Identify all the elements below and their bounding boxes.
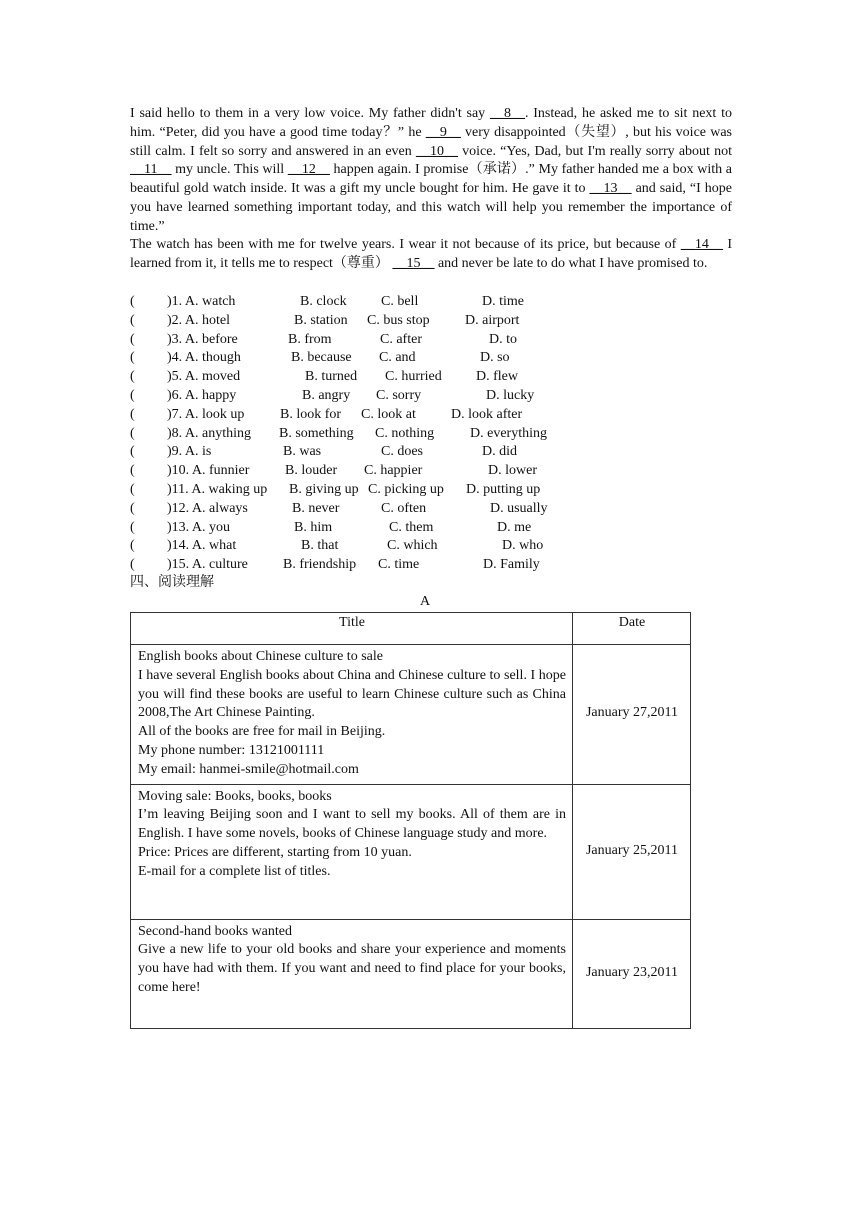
question-row	[130, 387, 730, 406]
question-row	[130, 481, 730, 500]
section-heading: 四、阅读理解	[130, 575, 214, 590]
question-option-c: C. time	[378, 557, 420, 573]
passage-text: I said hello to them in a very low voice. My father didn't say	[130, 106, 490, 121]
table-row	[131, 919, 691, 1028]
table-row	[131, 784, 691, 919]
question-option-d: D. putting up	[466, 482, 541, 497]
question-option-c: C. hurried	[385, 369, 442, 385]
passage-paragraph-2	[130, 236, 732, 274]
question-option-d: D. so	[480, 350, 510, 366]
question-option-b: B. giving up	[289, 482, 359, 497]
answer-paren: (	[130, 388, 135, 403]
question-option-a: )15. A. culture	[167, 557, 248, 573]
answer-paren: (	[130, 369, 135, 385]
question-option-d: D. usually	[490, 500, 548, 516]
ad-line: Second-hand books wanted	[138, 923, 292, 939]
answer-paren: (	[130, 482, 135, 497]
question-option-c: C. look at	[361, 406, 416, 422]
question-option-b: B. angry	[302, 388, 351, 403]
ad-line: Moving sale: Books, books, books	[138, 788, 332, 804]
question-option-b: B. louder	[285, 463, 338, 479]
ad-line: I have several English books about China and Chinese culture to sell. I hope you will find these books are useful to learn Chinese culture such as China 2008,The Art Chinese Painting.	[138, 667, 566, 721]
question-row	[130, 368, 730, 387]
question-row	[130, 443, 730, 462]
answer-blank: __13__	[589, 181, 632, 197]
question-option-c: C. bell	[381, 294, 419, 309]
question-option-b: B. look for	[280, 406, 342, 422]
question-option-b: B. because	[291, 350, 352, 366]
passage-label: A	[420, 594, 431, 609]
passage-text: happen again. I promise（承诺）.” My father handed me a box with a beautiful gold watch inside. It was a gift my uncle bought for him. He gave it to	[130, 162, 732, 197]
header-title: Title	[131, 613, 573, 645]
question-option-b: B. something	[279, 425, 354, 441]
answer-blank: __11__	[130, 162, 172, 178]
question-option-a: )2. A. hotel	[167, 312, 230, 328]
answer-blank: __8__	[489, 106, 525, 121]
question-option-d: D. lower	[488, 463, 537, 479]
question-option-d: D. me	[497, 519, 532, 535]
answer-paren: (	[130, 331, 135, 347]
question-option-d: D. did	[482, 444, 517, 460]
question-row	[130, 331, 730, 350]
question-option-a: )11. A. waking up	[167, 482, 268, 497]
answer-paren: (	[130, 312, 135, 328]
ad-line: My email: hanmei-smile@hotmail.com	[138, 761, 359, 777]
book-ads-table	[130, 612, 691, 1029]
question-row	[130, 537, 730, 556]
question-option-c: C. after	[380, 331, 422, 347]
ad-text	[131, 645, 573, 785]
header-date: Date	[573, 613, 691, 645]
question-option-d: D. to	[489, 331, 517, 347]
question-option-a: )5. A. moved	[167, 369, 241, 385]
question-option-a: )6. A. happy	[167, 388, 237, 403]
question-row	[130, 462, 730, 481]
question-row	[130, 349, 730, 368]
answer-blank: __14__	[680, 237, 723, 252]
question-option-b: B. friendship	[283, 557, 357, 573]
answer-paren: (	[130, 444, 135, 460]
passage-text: I learned from it, it tells me to respect（尊重）	[130, 237, 732, 271]
question-option-c: C. and	[379, 350, 416, 366]
question-option-b: B. was	[283, 444, 322, 460]
ad-line: I’m leaving Beijing soon and I want to sell my books. All of them are in English. I have some novels, books of Chinese language study and more.	[138, 807, 566, 842]
question-option-b: B. him	[294, 519, 333, 535]
question-option-c: C. picking up	[368, 482, 444, 497]
answer-paren: (	[130, 463, 135, 479]
question-option-b: B. clock	[300, 294, 347, 309]
question-option-b: B. turned	[305, 369, 358, 385]
question-row	[130, 519, 730, 538]
ad-text	[131, 919, 573, 1028]
question-option-c: C. bus stop	[367, 312, 430, 328]
passage-text: The watch has been with me for twelve years. I wear it not because of its price, but because of	[130, 237, 681, 252]
question-option-c: C. nothing	[375, 425, 435, 441]
question-option-d: D. flew	[476, 369, 518, 385]
answer-blank: __15__	[392, 255, 435, 271]
question-option-a: )14. A. what	[167, 538, 237, 554]
question-row	[130, 500, 730, 519]
question-option-c: C. does	[381, 444, 423, 460]
question-option-a: )9. A. is	[167, 444, 212, 460]
question-option-a: )10. A. funnier	[167, 463, 250, 479]
question-option-a: )13. A. you	[167, 519, 230, 535]
question-option-d: D. airport	[465, 312, 520, 328]
passage-paragraph-1	[130, 105, 732, 237]
question-option-b: B. never	[292, 500, 340, 516]
question-option-a: )3. A. before	[167, 331, 238, 347]
passage-text: my uncle. This will	[171, 162, 288, 178]
ad-date: January 25,2011	[573, 784, 691, 919]
answer-blank: __12__	[287, 162, 330, 178]
question-option-c: C. often	[381, 500, 427, 516]
ad-line: All of the books are free for mail in Beijing.	[138, 724, 386, 740]
question-option-b: B. station	[294, 312, 348, 328]
ad-line: Price: Prices are different, starting from 10 yuan.	[138, 844, 412, 860]
question-option-d: D. who	[502, 538, 544, 554]
question-row	[130, 312, 730, 331]
passage-text: voice. “Yes, Dad, but I'm really sorry about not	[457, 143, 733, 159]
answer-blank: __10__	[415, 143, 458, 159]
ad-line: My phone number: 13121001111	[138, 742, 325, 758]
passage-text: and said, “I hope you have learned something important today, and this watch will help you remember the importance of time.”	[130, 181, 733, 234]
answer-paren: (	[130, 538, 135, 554]
answer-paren: (	[130, 350, 135, 366]
question-row	[130, 293, 730, 312]
answer-paren: (	[130, 406, 135, 422]
ad-date: January 23,2011	[573, 919, 691, 1028]
question-option-a: )1. A. watch	[167, 294, 236, 309]
answer-paren: (	[130, 500, 135, 516]
ad-line: English books about Chinese culture to sale	[138, 649, 383, 664]
table-header-row	[131, 613, 691, 645]
passage-text: very disappointed（失望）, but his voice was still calm. I felt so sorry and answered in an even	[130, 124, 732, 159]
question-option-d: D. time	[482, 294, 524, 309]
ad-line: E-mail for a complete list of titles.	[138, 863, 331, 879]
question-option-c: C. them	[389, 519, 434, 535]
passage-text: . Instead, he asked me to sit next to him. “Peter, did you have a good time today？” he	[130, 106, 732, 140]
question-option-d: D. Family	[483, 557, 540, 573]
question-option-d: D. lucky	[486, 388, 535, 403]
ad-text	[131, 784, 573, 919]
question-row	[130, 556, 730, 575]
answer-paren: (	[130, 519, 135, 535]
answer-paren: (	[130, 557, 135, 573]
question-option-c: C. happier	[364, 463, 423, 479]
question-option-b: B. that	[301, 538, 339, 554]
answer-paren: (	[130, 294, 135, 309]
question-row	[130, 425, 730, 444]
question-option-d: D. look after	[451, 406, 523, 422]
question-option-a: )8. A. anything	[167, 425, 251, 441]
table-row	[131, 645, 691, 785]
answer-paren: (	[130, 425, 135, 441]
ad-date: January 27,2011	[573, 645, 691, 785]
ad-line: Give a new life to your old books and share your experience and moments you have had with them. If you want and need to find place for your books, come here!	[138, 942, 566, 995]
question-row	[130, 406, 730, 425]
question-option-b: B. from	[288, 331, 332, 347]
answer-blank: __9__	[425, 124, 461, 140]
question-option-d: D. everything	[470, 425, 547, 441]
question-option-c: C. which	[387, 538, 438, 554]
question-option-a: )12. A. always	[167, 500, 248, 516]
question-option-a: )7. A. look up	[167, 406, 245, 422]
question-option-a: )4. A. though	[167, 350, 241, 366]
question-option-c: C. sorry	[376, 388, 422, 403]
passage-text: and never be late to do what I have promised to.	[434, 255, 708, 271]
